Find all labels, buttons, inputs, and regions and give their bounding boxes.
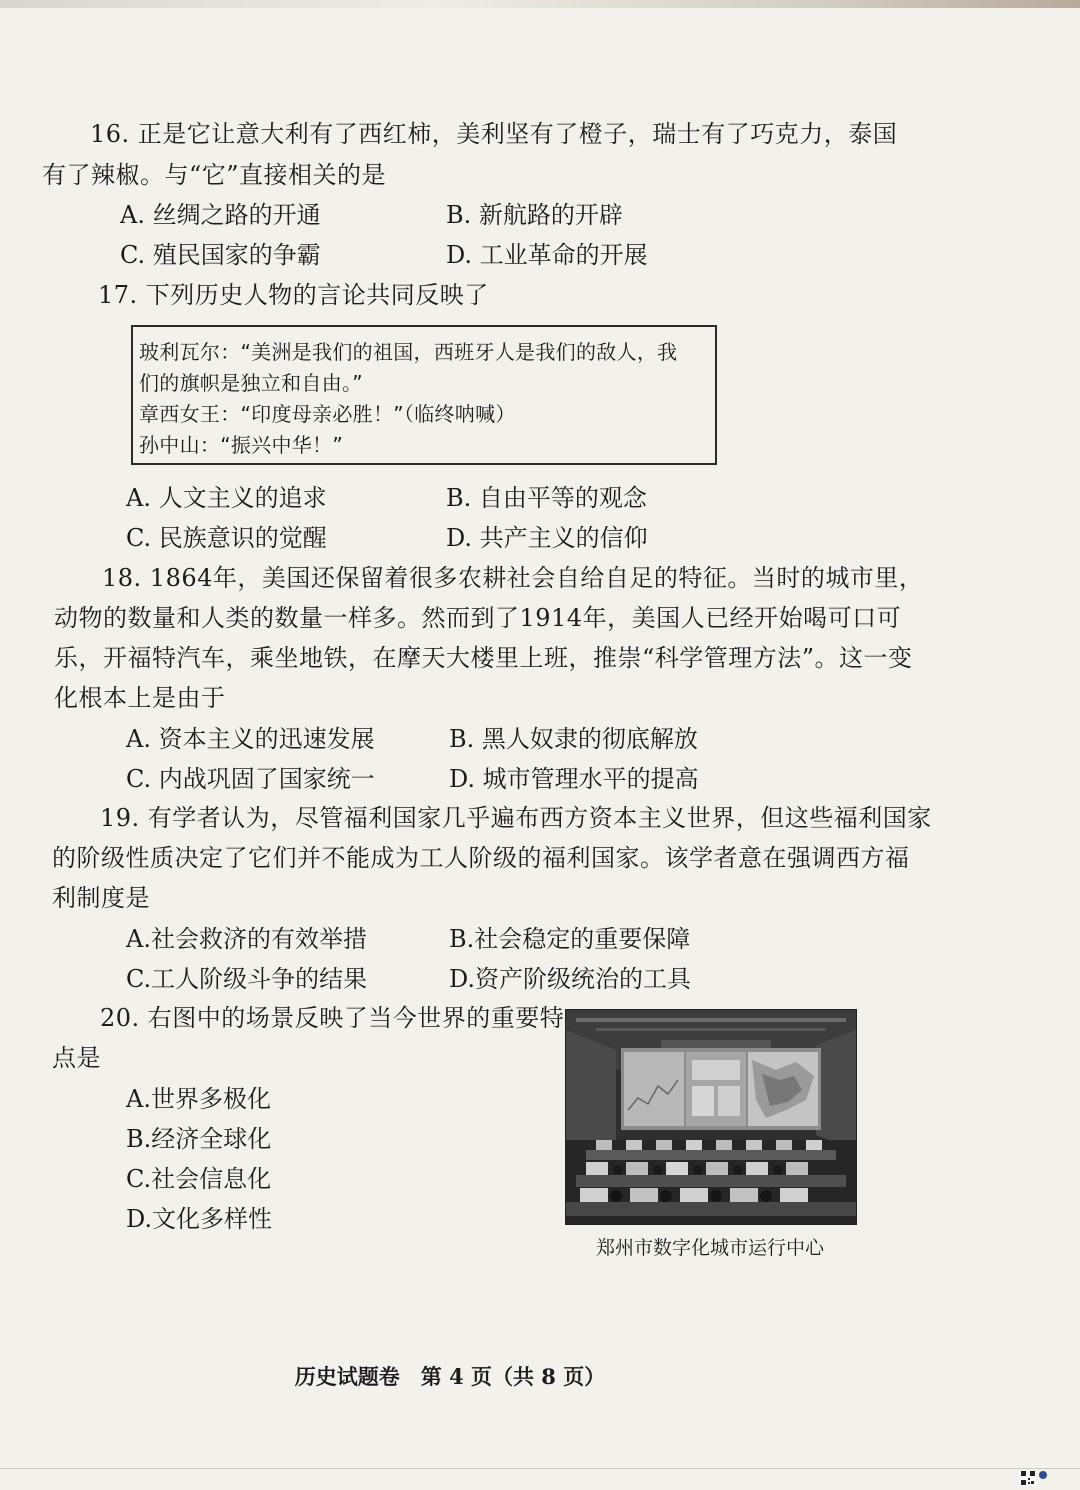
q18-stem-line1: 18. 1864年，美国还保留着很多农耕社会自给自足的特征。当时的城市里， xyxy=(102,564,924,592)
q17-option-b: B. 自由平等的观念 xyxy=(446,484,647,512)
q18-stem-line2: 动物的数量和人类的数量一样多。然而到了1914年，美国人已经开始喝可口可 xyxy=(54,604,902,632)
q18-option-c: C. 内战巩固了国家统一 xyxy=(126,765,375,793)
q16-option-c: C. 殖民国家的争霸 xyxy=(120,241,321,269)
q19-option-a: A.社会救济的有效举措 xyxy=(126,925,367,953)
q16-stem-line1: 16. 正是它让意大利有了西红柿，美利坚有了橙子，瑞士有了巧克力，泰国 xyxy=(90,120,898,148)
q19-stem-line3: 利制度是 xyxy=(52,884,150,912)
q17-option-d: D. 共产主义的信仰 xyxy=(446,524,648,552)
scan-bottom-rule xyxy=(0,1468,1080,1469)
q16-stem-line2: 有了辣椒。与“它”直接相关的是 xyxy=(42,161,387,189)
q16-option-d: D. 工业革命的开展 xyxy=(446,241,648,269)
q18-stem-line4: 化根本上是由于 xyxy=(54,684,226,712)
q19-stem-line2: 的阶级性质决定了它们并不能成为工人阶级的福利国家。该学者意在强调西方福 xyxy=(52,844,910,872)
q19-option-c: C.工人阶级斗争的结果 xyxy=(126,965,368,993)
q20-stem-line1: 20. 右图中的场景反映了当今世界的重要特 xyxy=(100,1004,565,1032)
q18-option-b: B. 黑人奴隶的彻底解放 xyxy=(449,725,698,753)
watermark-logo-icon xyxy=(1039,1471,1047,1479)
q17-quote-line3: 章西女王：“印度母亲必胜！”（临终呐喊） xyxy=(139,402,516,426)
q17-option-a: A. 人文主义的追求 xyxy=(126,484,327,512)
q19-option-b: B.社会稳定的重要保障 xyxy=(449,925,691,953)
q19-stem-line1: 19. 有学者认为，尽管福利国家几乎遍布西方资本主义世界，但这些福利国家 xyxy=(100,804,932,832)
q18-stem-line3: 乐，开福特汽车，乘坐地铁，在摩天大楼里上班，推崇“科学管理方法”。这一变 xyxy=(54,644,913,672)
q20-option-b: B.经济全球化 xyxy=(126,1125,272,1153)
q16-option-b: B. 新航路的开辟 xyxy=(446,201,623,229)
qr-code-icon xyxy=(1020,1470,1036,1486)
page-footer: 历史试题卷 第 4 页（共 8 页） xyxy=(294,1364,606,1389)
q16-option-a: A. 丝绸之路的开通 xyxy=(120,201,321,229)
q17-quote-line2: 们的旗帜是独立和自由。” xyxy=(139,371,363,395)
q20-option-a: A.世界多极化 xyxy=(126,1085,271,1113)
control-center-photo-illustration xyxy=(566,1010,856,1224)
control-center-photo xyxy=(565,1009,857,1225)
q19-option-d: D.资产阶级统治的工具 xyxy=(449,965,692,993)
q20-option-d: D.文化多样性 xyxy=(126,1205,273,1233)
q18-option-a: A. 资本主义的迅速发展 xyxy=(126,725,375,753)
q17-quote-line1: 玻利瓦尔：“美洲是我们的祖国，西班牙人是我们的敌人，我 xyxy=(139,340,678,364)
q17-quote-line4: 孙中山：“振兴中华！” xyxy=(139,433,344,457)
q20-stem-line2: 点是 xyxy=(52,1044,101,1072)
photo-caption: 郑州市数字化城市运行中心 xyxy=(595,1237,824,1259)
q20-option-c: C.社会信息化 xyxy=(126,1165,272,1193)
q17-quote-box xyxy=(131,325,717,465)
q17-option-c: C. 民族意识的觉醒 xyxy=(126,524,327,552)
q17-stem: 17. 下列历史人物的言论共同反映了 xyxy=(98,281,489,309)
q18-option-d: D. 城市管理水平的提高 xyxy=(449,765,699,793)
